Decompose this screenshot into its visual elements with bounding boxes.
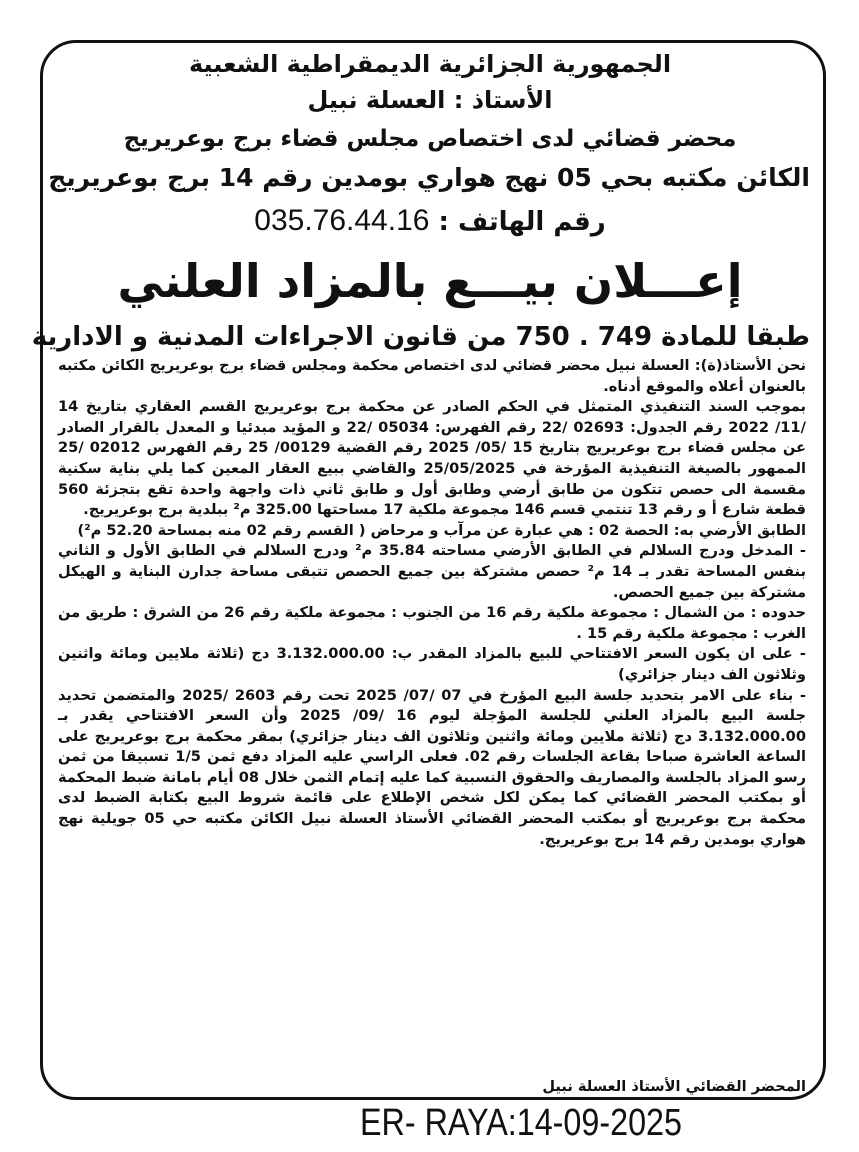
- paragraph-sale-session: - بناء على الامر بتحديد جلسة البيع المؤرخ في 07 /07/ 2025 تحت رقم 2603 /2025 والمتضمن تحديد جلسة البيع بالمزاد العلني للجلسة المؤجلة ليوم 16 /09/ 2025 وأن السعر الافتتاحي يقدر بـ 3.132.000.00 دج (ثلاثة ملايين ومائة واثنين وثلاثون الف دينار جزائري) بمقر محكمة برج بوعريريج على الساعة العاشرة صباحا بقاعة الجلسات رقم 02. فعلى الراسي عليه المزاد دفع ثمن 1/5 تسبيقا من ثمن رسو المزاد بالجلسة والمصاريف والحقوق النسبية كما عليه إتمام الثمن خلال 08 أيام بامانة ضبط المحكمة أو بمكتب المحضر القضائي كما يمكن لكل شخص الإطلاع على قائمة شروط البيع بكتابة الضبط لدى محكمة برج بوعريريج أو بمكتب المحضر القضائي الأستاذ العسلة نبيل الكائن مكتبه حي 05 جويلية نهج هواري بومدين رقم 14 برج بوعريريج.: [58, 686, 807, 848]
- header-bailiff-name: الأستاذ : العسلة نبيل: [307, 86, 553, 114]
- header-bailiff-jurisdiction: محضر قضائي لدى اختصاص مجلس قضاء برج بوعريريج: [123, 126, 737, 152]
- header-phone: [50, 204, 810, 238]
- header-republic: الجمهورية الجزائرية الديمقراطية الشعبية: [188, 50, 672, 78]
- paragraph-judgment: بموجب السند التنفيذي المتمثل في الحكم الصادر عن محكمة برج بوعريريج القسم العقاري بتاريخ 14 /11/ 2022 رقم الجدول: 02693 /22 رقم الفهرس: 05034 /22 و المؤيد مبدئيا و المعدل بالقرار الصادر عن مجلس قضاء برج بوعريريج بتاريخ 15 /05/ 2025 رقم القضية 00129/ 25 رقم الفهرس 02012 /25 الممهور بالصيغة التنفيذية المؤرخة في 25/05/2025 والقاضي ببيع العقار المعين كما يلي بناية سكنية مقسمة الى حصص تتكون من طابق أرضي وطابق أول و طابق ثاني ذات واجهة واحدة تقع بتجزئة 560 قطعة شارع أ و رقم 13 تنتمي قسم 146 مجموعة ملكية 17 مساحتها 325.00 م² ببلدية برج بوعريريج.: [58, 398, 806, 519]
- paragraph-ground-floor: الطابق الأرضي به: الحصة 02 : هي عبارة عن مرآب و مرحاض ( القسم رقم 02 منه بمساحة 52.20 م²): [77, 521, 806, 539]
- phone-label: رقم الهاتف :: [438, 207, 606, 237]
- paragraph-opening-price: - على ان يكون السعر الافتتاحي للبيع بالمزاد المقدر ب: 3.132.000.00 دج (ثلاثة ملايين ومائة واثنين وثلاثون الف دينار جزائري): [58, 645, 806, 683]
- paragraph-common-areas: - المدخل ودرج السلالم في الطابق الأرضي مساحته 35.84 م² ودرج السلالم في الطابق الأول و الثاني بنفس المساحة تقدر بـ 14 م² حصص مشتركة بين جميع الحصص تتبقى مساحة جدارن البناية و الهيكل مشتركة بين جميع الحصص.: [58, 542, 806, 601]
- newspaper-stamp: ER- RAYA:14-09-2025: [360, 1102, 682, 1144]
- notice-title: إعـــلان بيـــع بالمزاد العلني: [117, 254, 743, 308]
- phone-number: 035.76.44.16: [254, 204, 430, 237]
- notice-body: [58, 356, 806, 850]
- paragraph-boundaries: حدوده : من الشمال : مجموعة ملكية رقم 16 من الجنوب : مجموعة ملكية رقم 26 من الشرق : طريق من الغرب : مجموعة ملكية رقم 15 .: [58, 604, 806, 642]
- paragraph-intro: نحن الأستاذ(ة): العسلة نبيل محضر قضائي لدى اختصاص محكمة ومجلس قضاء برج بوعريريج الكائن مكتبه بالعنوان أعلاه والموقع أدناه.: [58, 357, 806, 395]
- header-office-address: الكائن مكتبه بحي 05 نهج هواري بومدين رقم 14 برج بوعريريج: [48, 163, 810, 192]
- notice-subtitle: طبقا للمادة 749 . 750 من قانون الاجراءات المدنية و الادارية: [31, 322, 810, 352]
- signature: المحضر القضائي الأستاذ العسلة نبيل: [542, 1078, 806, 1095]
